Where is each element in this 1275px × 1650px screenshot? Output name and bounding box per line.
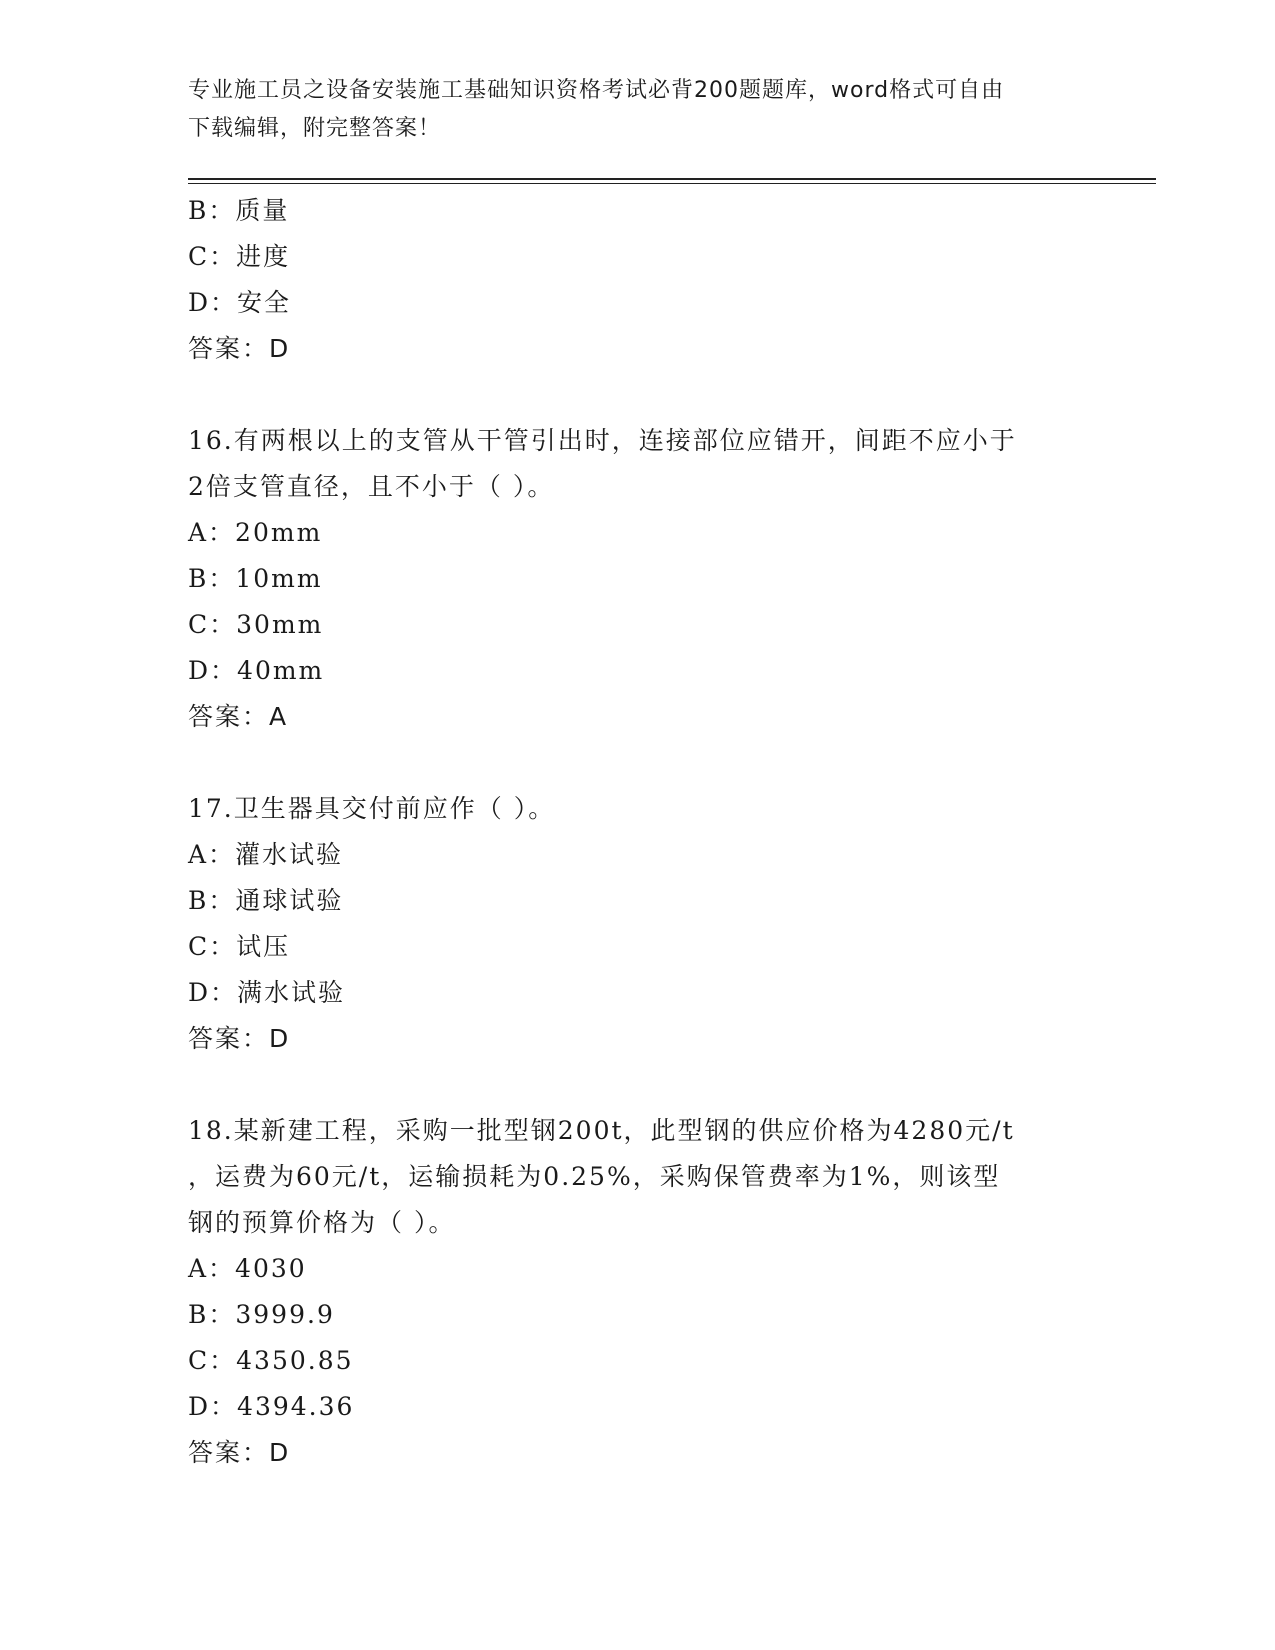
question-18 [188,1108,1108,1476]
question-text-line: 18.某新建工程，采购一批型钢200t，此型钢的供应价格为4280元/t [188,1116,1015,1145]
option-b: B：质量 [188,196,290,225]
option-b: B：3999.9 [188,1300,335,1329]
option-c: C：30mm [188,610,324,639]
header-rule-thick [188,178,1156,180]
option-b: B：10mm [188,564,323,593]
spacer [188,740,1108,786]
option-a: A：20mm [188,518,323,547]
header-line-2: 下载编辑，附完整答案！ [188,116,442,141]
spacer [188,1062,1108,1108]
option-b: B：通球试验 [188,886,344,915]
answer-line: 答案：D [188,1438,291,1467]
option-a: A：4030 [188,1254,307,1283]
answer-line: 答案：D [188,1024,291,1053]
answer-line: 答案：D [188,334,291,363]
question-15-continued [188,188,1108,372]
question-content [188,188,1108,1476]
option-d: D：40mm [188,656,325,685]
question-text-line: 16.有两根以上的支管从干管引出时，连接部位应错开，间距不应小于 [188,426,1017,455]
question-text-line: 17.卫生器具交付前应作（ ）。 [188,794,556,823]
header-line-1: 专业施工员之设备安装施工基础知识资格考试必背200题题库，word格式可自由 [188,78,1005,103]
option-c: C：试压 [188,932,291,961]
question-text-line: ，运费为60元/t，运输损耗为0.25%，采购保管费率为1%，则该型 [188,1162,1001,1191]
answer-line: 答案：A [188,702,289,731]
spacer [188,372,1108,418]
option-d: D：安全 [188,288,292,317]
option-d: D：4394.36 [188,1392,355,1421]
question-17 [188,786,1108,1062]
option-c: C：4350.85 [188,1346,354,1375]
option-c: C：进度 [188,242,291,271]
question-text-line: 2倍支管直径，且不小于（ ）。 [188,472,555,501]
question-text-line: 钢的预算价格为（ ）。 [188,1208,456,1237]
question-16 [188,418,1108,740]
document-header [188,72,1068,148]
option-a: A：灌水试验 [188,840,344,869]
option-d: D：满水试验 [188,978,346,1007]
header-rule-thin [188,183,1156,184]
